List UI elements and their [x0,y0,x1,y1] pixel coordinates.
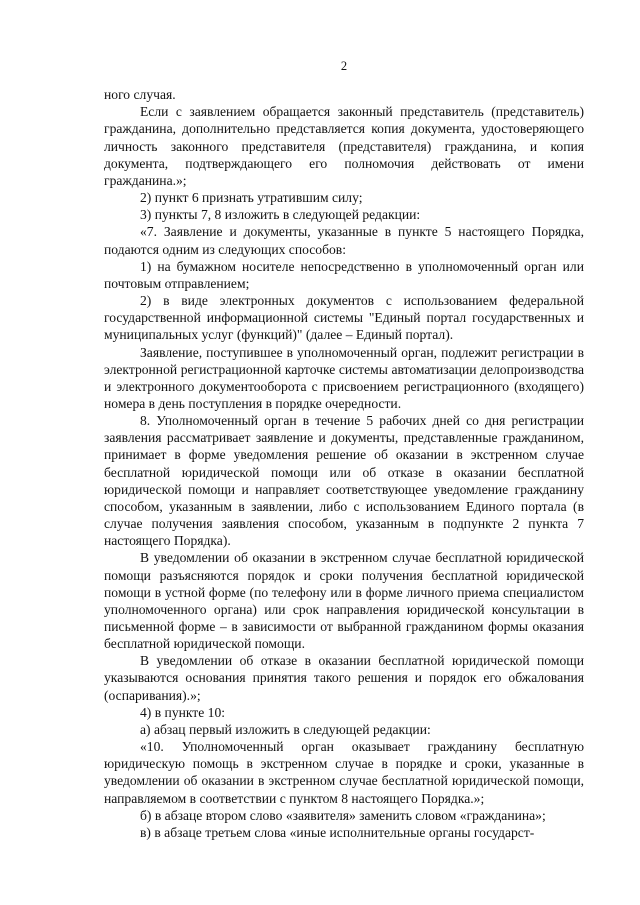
paragraph: 3) пункты 7, 8 изложить в следующей редакции: [140,207,421,223]
paragraph: ного случая. [104,87,176,103]
paragraph: в) в абзаце третьем слова «иные исполнительные органы государст- [140,824,535,840]
paragraph: Если с заявлением обращается законный представитель (представитель) гражданина, дополнительно представляется копия документа, удостоверяющего личность законного представителя (представителя) гражданина, и копия документа, подтверждающего его полномочия действовать от имени гражданина.»; [104,104,584,188]
paragraph: б) в абзаце втором слово «заявителя» заменить словом «гражданина»; [140,807,546,823]
paragraph: В уведомлении об оказании в экстренном случае бесплатной юридической помощи разъясняются порядок и сроки получения бесплатной юридической помощи в устной форме (по телефону или в форме личного приема специалистом уполномоченного органа) или срок направления юридической консультации в письменной форме – в зависимости от выбранной гражданином формы оказания бесплатной юридической помощи. [104,550,584,652]
paragraph: а) абзац первый изложить в следующей редакции: [140,721,431,737]
document-body [104,86,584,841]
document-page [104,58,584,841]
paragraph: В уведомлении об отказе в оказании бесплатной юридической помощи указываются основания принятия такого решения и порядок его обжалования (оспаривания).»; [104,653,584,703]
page-number: 2 [340,59,348,73]
paragraph: 8. Уполномоченный орган в течение 5 рабочих дней со дня регистрации заявления рассматривает заявление и документы, представленные гражданином, принимает в форме уведомления решение об оказании в экстренном случае бесплатной юридической помощи или об отказе в оказании бесплатной юридической помощи и направляет соответствующее уведомление гражданину способом, указанным в заявлении, либо с использованием Единого портала (в случае получения заявления способом, указанным в подпункте 2 пункта 7 настоящего Порядка). [104,413,584,549]
paragraph: Заявление, поступившее в уполномоченный орган, подлежит регистрации в электронной регистрационной карточке системы автоматизации делопроизводства и электронного документооборота с присвоением регистрационного (входящего) номера в день поступления в порядке очередности. [104,344,584,411]
paragraph: 2) пункт 6 признать утратившим силу; [140,190,363,206]
paragraph: «10. Уполномоченный орган оказывает гражданину бесплатную юридическую помощь в экстренном случае в порядке и сроки, указанные в уведомлении об оказании в экстренном случае бесплатной юридической помощи, направляемом в соответствии с пунктом 8 настоящего Порядка.»; [104,739,584,806]
paragraph: «7. Заявление и документы, указанные в пункте 5 настоящего Порядка, подаются одним из следующих способов: [104,224,584,257]
paragraph: 2) в виде электронных документов с использованием федеральной государственной информационной системы "Единый портал государственных и муниципальных услуг (функций)" (далее – Единый портал). [104,293,584,343]
paragraph: 1) на бумажном носителе непосредственно в уполномоченный орган или почтовым отправлением; [104,258,584,291]
paragraph: 4) в пункте 10: [140,704,226,720]
